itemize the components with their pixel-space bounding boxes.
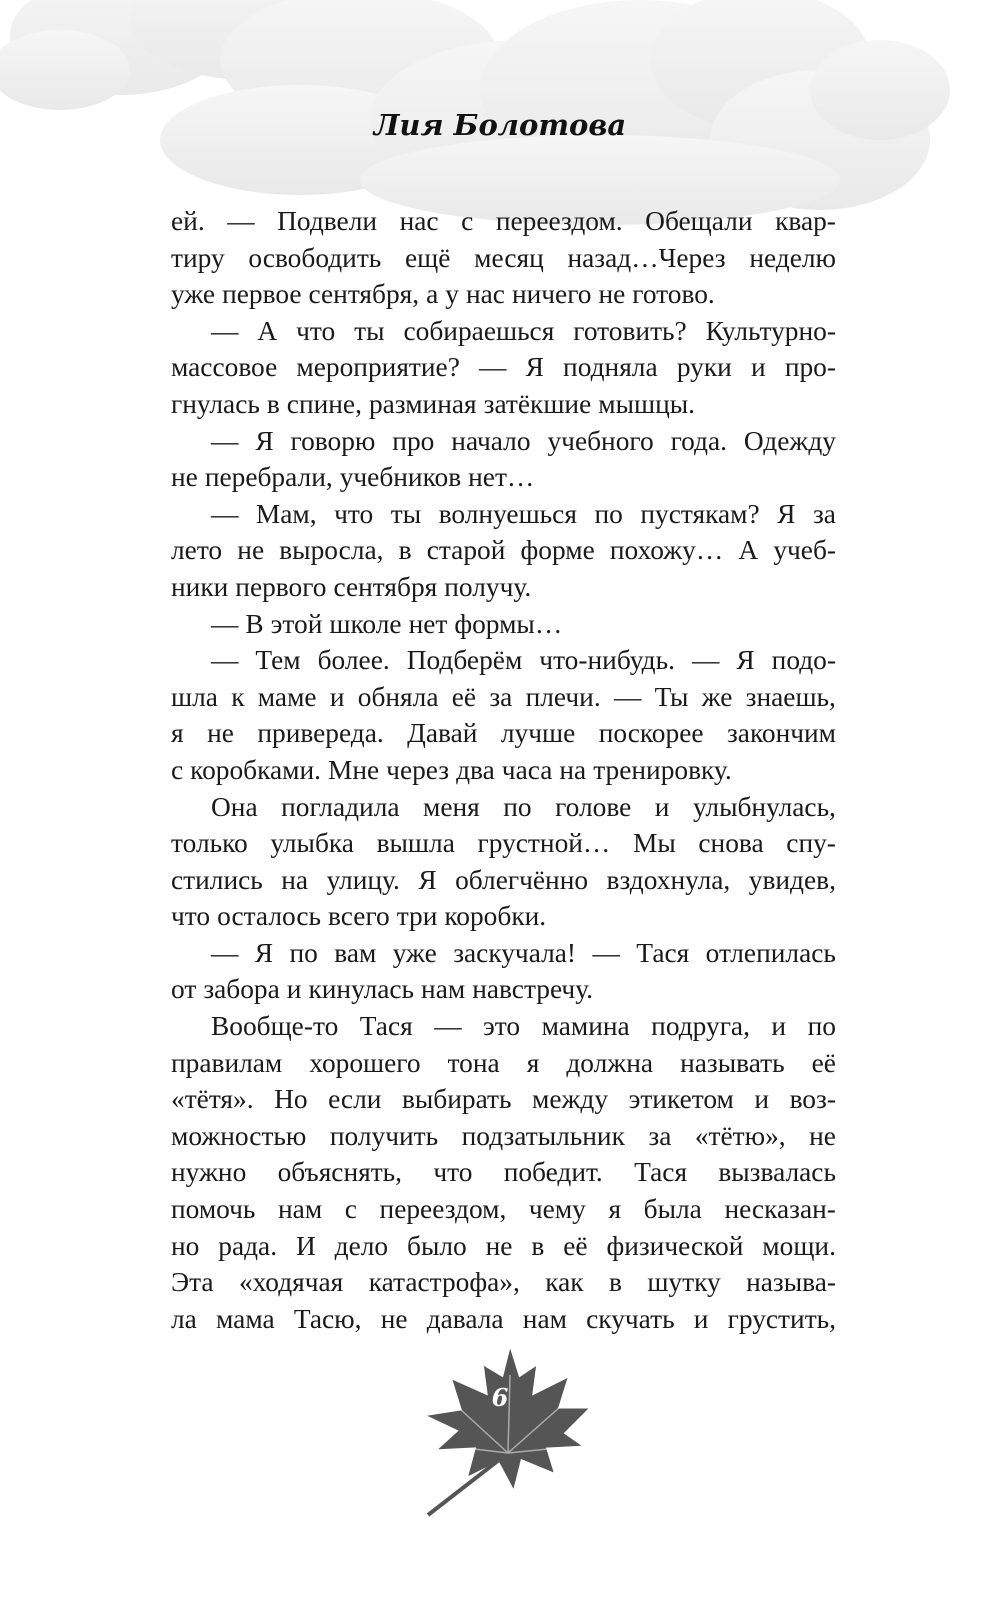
- text-line: тиру освободить ещё месяц назад…Через неделю: [171, 242, 836, 273]
- text-line: ники первого сентября получу.: [171, 571, 532, 602]
- text-line: только улыбка вышла грустной… Мы снова спу-: [171, 828, 836, 859]
- text-line: ла мама Тасю, не давала нам скучать и грустить,: [171, 1303, 836, 1334]
- text-line: правилам хорошего тона я должна называть её: [171, 1047, 836, 1078]
- text-line: — Я говорю про начало учебного года. Одежду: [211, 425, 836, 456]
- text-line: можностью получить подзатыльник за «тётю», не: [171, 1120, 836, 1151]
- text-line: ей. — Подвели нас с переездом. Обещали квар-: [171, 206, 836, 236]
- text-line: — Я по вам уже заскучала! — Тася отлепилась: [211, 937, 836, 968]
- text-line: от забора и кинулась нам навстречу.: [171, 974, 593, 1005]
- text-line: — А что ты собираешься готовить? Культурно-: [211, 315, 836, 346]
- text-line: помочь нам с переездом, чему я была несказан-: [171, 1194, 836, 1225]
- text-line: Вообще-то Тася — это мамина подруга, и по: [211, 1011, 836, 1042]
- text-line: массовое мероприятие? — Я подняла руки и про-: [171, 352, 836, 383]
- text-line: нужно объяснять, что победит. Тася вызвалась: [171, 1157, 836, 1188]
- maple-leaf-icon: [410, 1335, 600, 1525]
- body-text: [171, 203, 836, 1337]
- text-line: гнулась в спине, разминая затёкшие мышцы.: [171, 388, 696, 419]
- page-number: 6: [491, 1383, 509, 1412]
- text-line: шла к маме и обняла её за плечи. — Ты же знаешь,: [171, 681, 836, 712]
- text-line: с коробками. Мне через два часа на тренировку.: [171, 754, 732, 785]
- text-line: что осталось всего три коробки.: [171, 901, 547, 932]
- text-line: я не привереда. Давай лучше поскорее закончим: [171, 718, 836, 749]
- text-line: Она погладила меня по голове и улыбнулась,: [211, 791, 836, 822]
- author-name: Лия Болотова: [373, 108, 627, 142]
- text-line: лето не выросла, в старой форме похожу… А учеб-: [171, 535, 836, 566]
- text-line: Эта «ходячая катастрофа», как в шутку называ-: [171, 1267, 836, 1298]
- text-line: — Мам, что ты волнуешься по пустякам? Я за: [211, 498, 836, 529]
- text-line: уже первое сентября, а у нас ничего не готово.: [171, 279, 715, 310]
- text-line: но рада. И дело было не в её физической мощи.: [171, 1230, 836, 1261]
- text-line: «тётя». Но если выбирать между этикетом и воз-: [171, 1084, 836, 1115]
- text-line: — В этой школе нет формы…: [211, 608, 563, 639]
- text-line: стились на улицу. Я облегчённо вздохнула, увидев,: [171, 864, 836, 895]
- text-line: — Тем более. Подберём что-нибудь. — Я подо-: [211, 645, 836, 676]
- text-line: не перебрали, учебников нет…: [171, 462, 535, 493]
